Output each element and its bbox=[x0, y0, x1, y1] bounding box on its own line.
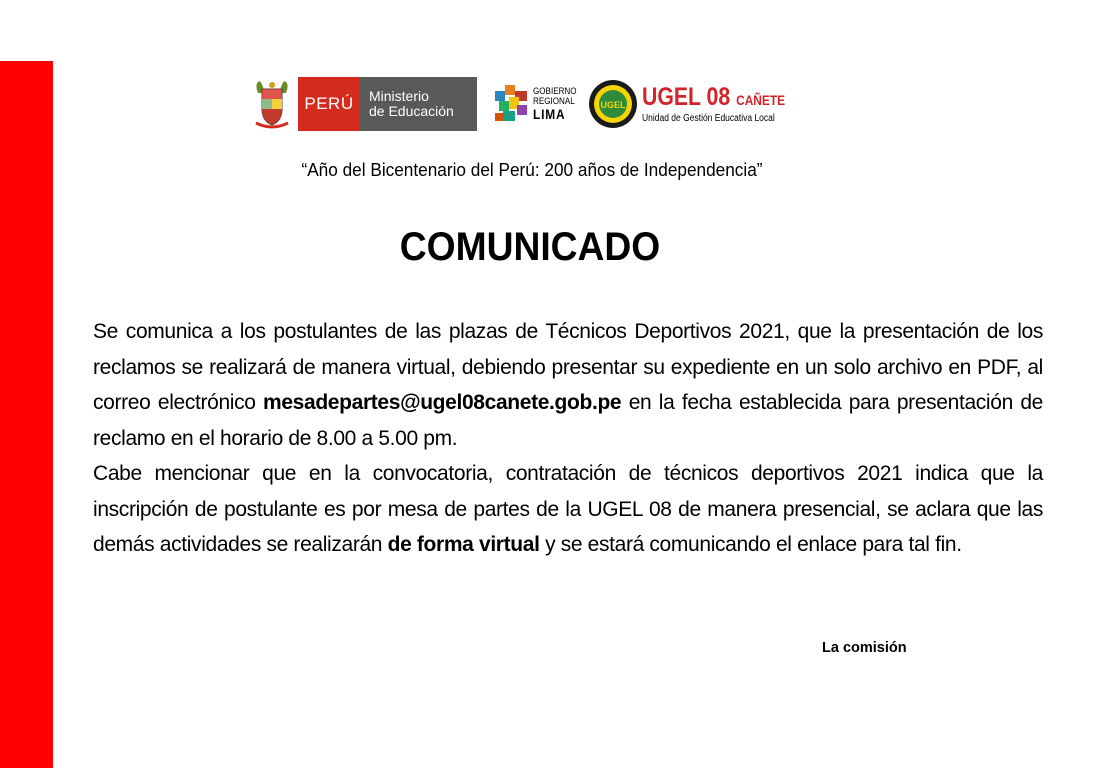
document-body bbox=[93, 314, 1043, 563]
year-motto: “Año del Bicentenario del Perú: 200 años de Independencia” bbox=[301, 159, 763, 180]
paragraph-2 bbox=[93, 456, 1043, 563]
ugel-title bbox=[642, 84, 785, 113]
gobierno-line-3: LIMA bbox=[533, 106, 566, 122]
gobierno-line-1: GOBIERNO bbox=[533, 86, 577, 97]
ugel-seal-label: UGEL bbox=[600, 100, 626, 110]
email-address: mesadepartes@ugel08canete.gob.pe bbox=[263, 391, 622, 414]
ugel-seal-icon bbox=[588, 79, 638, 129]
gobierno-regional-text bbox=[533, 87, 577, 121]
paragraph-1-text-b: en la fecha establecida para presentación de reclamo en el horario de 8.00 a 5.00 pm. bbox=[93, 391, 1043, 450]
gobierno-regional-mark-icon bbox=[495, 85, 529, 123]
virtual-emphasis: de forma virtual bbox=[387, 533, 540, 556]
paragraph-1 bbox=[93, 314, 1043, 456]
gobierno-line-2: REGIONAL bbox=[533, 96, 575, 107]
peru-label: PERÚ bbox=[298, 77, 360, 131]
ugel-place: CAÑETE bbox=[736, 92, 786, 108]
ugel-text bbox=[642, 84, 810, 124]
ugel-subtitle: Unidad de Gestión Educativa Local bbox=[642, 113, 775, 124]
ugel-logo bbox=[588, 79, 810, 129]
gobierno-regional-logo bbox=[495, 85, 584, 123]
document-title: COMUNICADO bbox=[399, 225, 661, 269]
ugel-name: UGEL 08 bbox=[642, 83, 731, 111]
logo-header bbox=[250, 75, 810, 133]
peru-coat-of-arms-icon bbox=[250, 79, 294, 129]
ministry-line-1: Ministerio bbox=[369, 88, 429, 104]
ministry-line-2: de Educación bbox=[369, 103, 454, 119]
paragraph-2-text-a: Cabe mencionar que en la convocatoria, contratación de técnicos deportivos 2021 indica que la inscripción de postulante es por mesa de partes de la UGEL 08 de manera presencial, se aclara que las demás actividades se realizarán bbox=[93, 462, 1043, 556]
ministry-label bbox=[360, 77, 477, 131]
signature: La comisión bbox=[822, 640, 907, 656]
paragraph-2-text-b: y se estará comunicando el enlace para tal fin. bbox=[539, 533, 962, 556]
paragraph-1-text-a: Se comunica a los postulantes de las plazas de Técnicos Deportivos 2021, que la presentación de los reclamos se realizará de manera virtual, debiendo presentar su expediente en un solo archivo en PDF, al correo electrónico bbox=[93, 320, 1043, 414]
